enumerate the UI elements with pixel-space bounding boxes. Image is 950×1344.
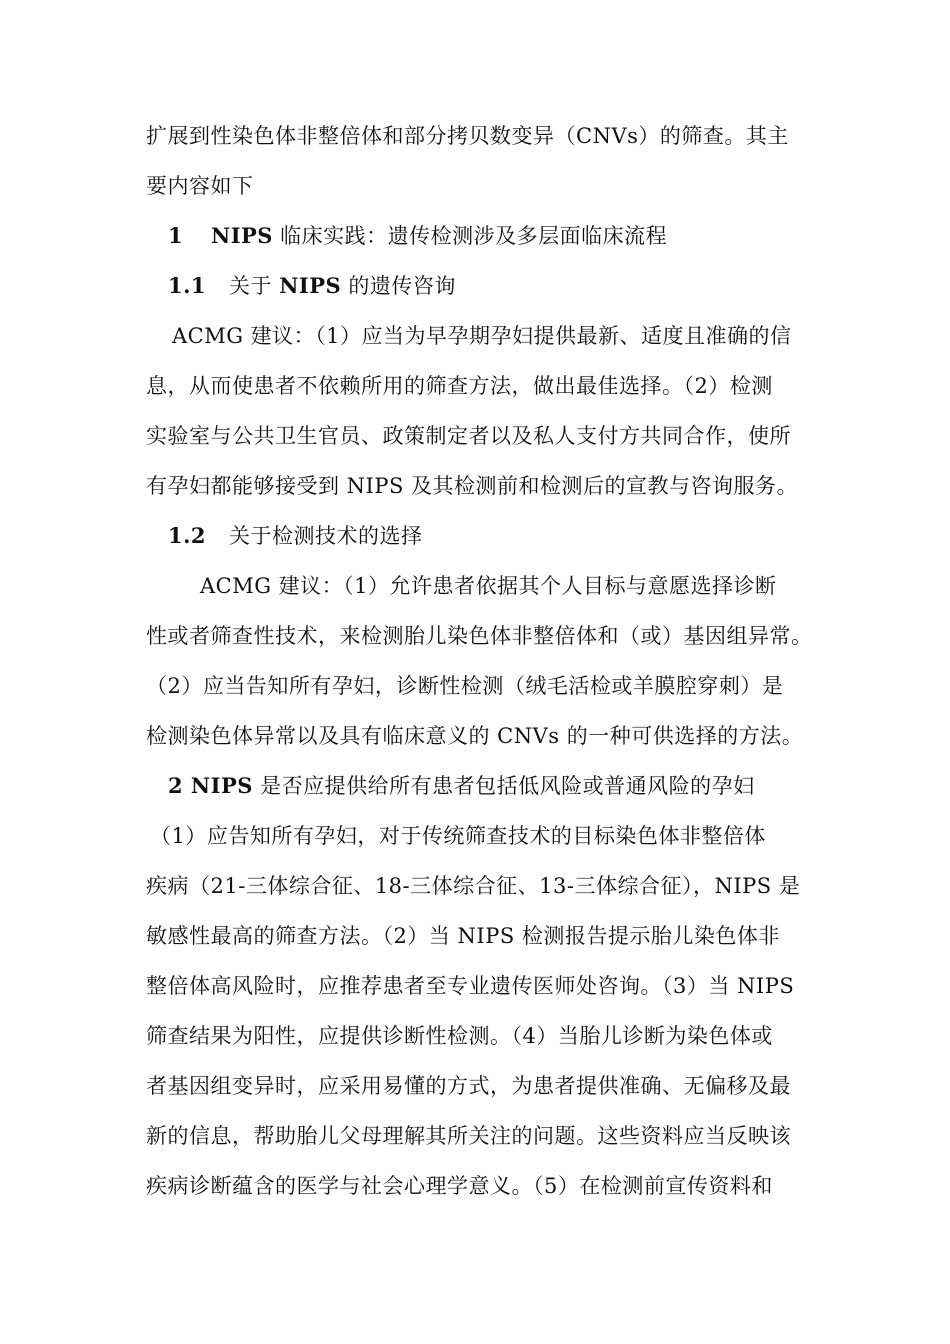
paragraph-line: 实验室与公共卫生官员、政策制定者以及私人支付方共同合作，使所 <box>146 424 791 448</box>
paragraph-line: 筛查结果为阳性，应提供诊断性检测。（4）当胎儿诊断为染色体或 <box>146 1024 773 1048</box>
text-line: 要内容如下 <box>146 174 254 198</box>
paragraph-line: 有孕妇都能够接受到 NIPS 及其检测前和检测后的宣教与咨询服务。 <box>146 474 799 498</box>
paragraph-line: 者基因组变异时，应采用易懂的方式，为患者提供准确、无偏移及最 <box>146 1074 791 1098</box>
section-1-2-heading <box>168 522 423 550</box>
paragraph-line: 整倍体高风险时，应推荐患者至专业遗传医师处咨询。（3）当 NIPS <box>146 974 795 998</box>
text-line: 扩展到性染色体非整倍体和部分拷贝数变异（CNVs）的筛查。其主 <box>146 124 789 148</box>
heading-text: 临床实践：遗传检测涉及多层面临床流程 <box>280 224 668 248</box>
paragraph-line: 新的信息，帮助胎儿父母理解其所关注的问题。这些资料应当反映该 <box>146 1124 791 1148</box>
heading-bold: 2 NIPS <box>168 773 253 798</box>
heading-bold: NIPS <box>279 273 342 298</box>
paragraph-line: ACMG 建议：（1）应当为早孕期孕妇提供最新、适度且准确的信 <box>172 324 792 348</box>
heading-text: 是否应提供给所有患者包括低风险或普通风险的孕妇 <box>260 774 755 798</box>
section-number: 1 <box>168 223 184 248</box>
section-number: 1.1 <box>168 273 207 298</box>
section-2-heading <box>168 772 755 800</box>
paragraph-line: 敏感性最高的筛查方法。（2）当 NIPS 检测报告提示胎儿染色体非 <box>146 924 780 948</box>
section-1-heading <box>168 222 667 250</box>
paragraph-line: 检测染色体异常以及具有临床意义的 CNVs 的一种可供选择的方法。 <box>146 724 804 748</box>
paragraph-line: 疾病诊断蕴含的医学与社会心理学意义。（5）在检测前宣传资料和 <box>146 1174 773 1198</box>
paragraph-line: （1）应告知所有孕妇，对于传统筛查技术的目标染色体非整倍体 <box>150 824 766 848</box>
paragraph-line: 息，从而使患者不依赖所用的筛查方法，做出最佳选择。（2）检测 <box>146 374 773 398</box>
heading-bold: NIPS <box>211 223 273 248</box>
section-number: 1.2 <box>168 523 207 548</box>
paragraph-line: ACMG 建议：（1）允许患者依据其个人目标与意愿选择诊断 <box>200 574 777 598</box>
paragraph-line: 疾病（21-三体综合征、18-三体综合征、13-三体综合征），NIPS 是 <box>146 874 801 898</box>
section-1-1-heading <box>168 272 456 300</box>
heading-text: 的遗传咨询 <box>348 274 456 298</box>
heading-text: 关于检测技术的选择 <box>229 524 423 548</box>
heading-text: 关于 <box>229 274 272 298</box>
paragraph-line: （2）应当告知所有孕妇，诊断性检测（绒毛活检或羊膜腔穿刺）是 <box>146 674 784 698</box>
paragraph-line: 性或者筛查性技术，来检测胎儿染色体非整倍体和（或）基因组异常。 <box>146 624 813 648</box>
